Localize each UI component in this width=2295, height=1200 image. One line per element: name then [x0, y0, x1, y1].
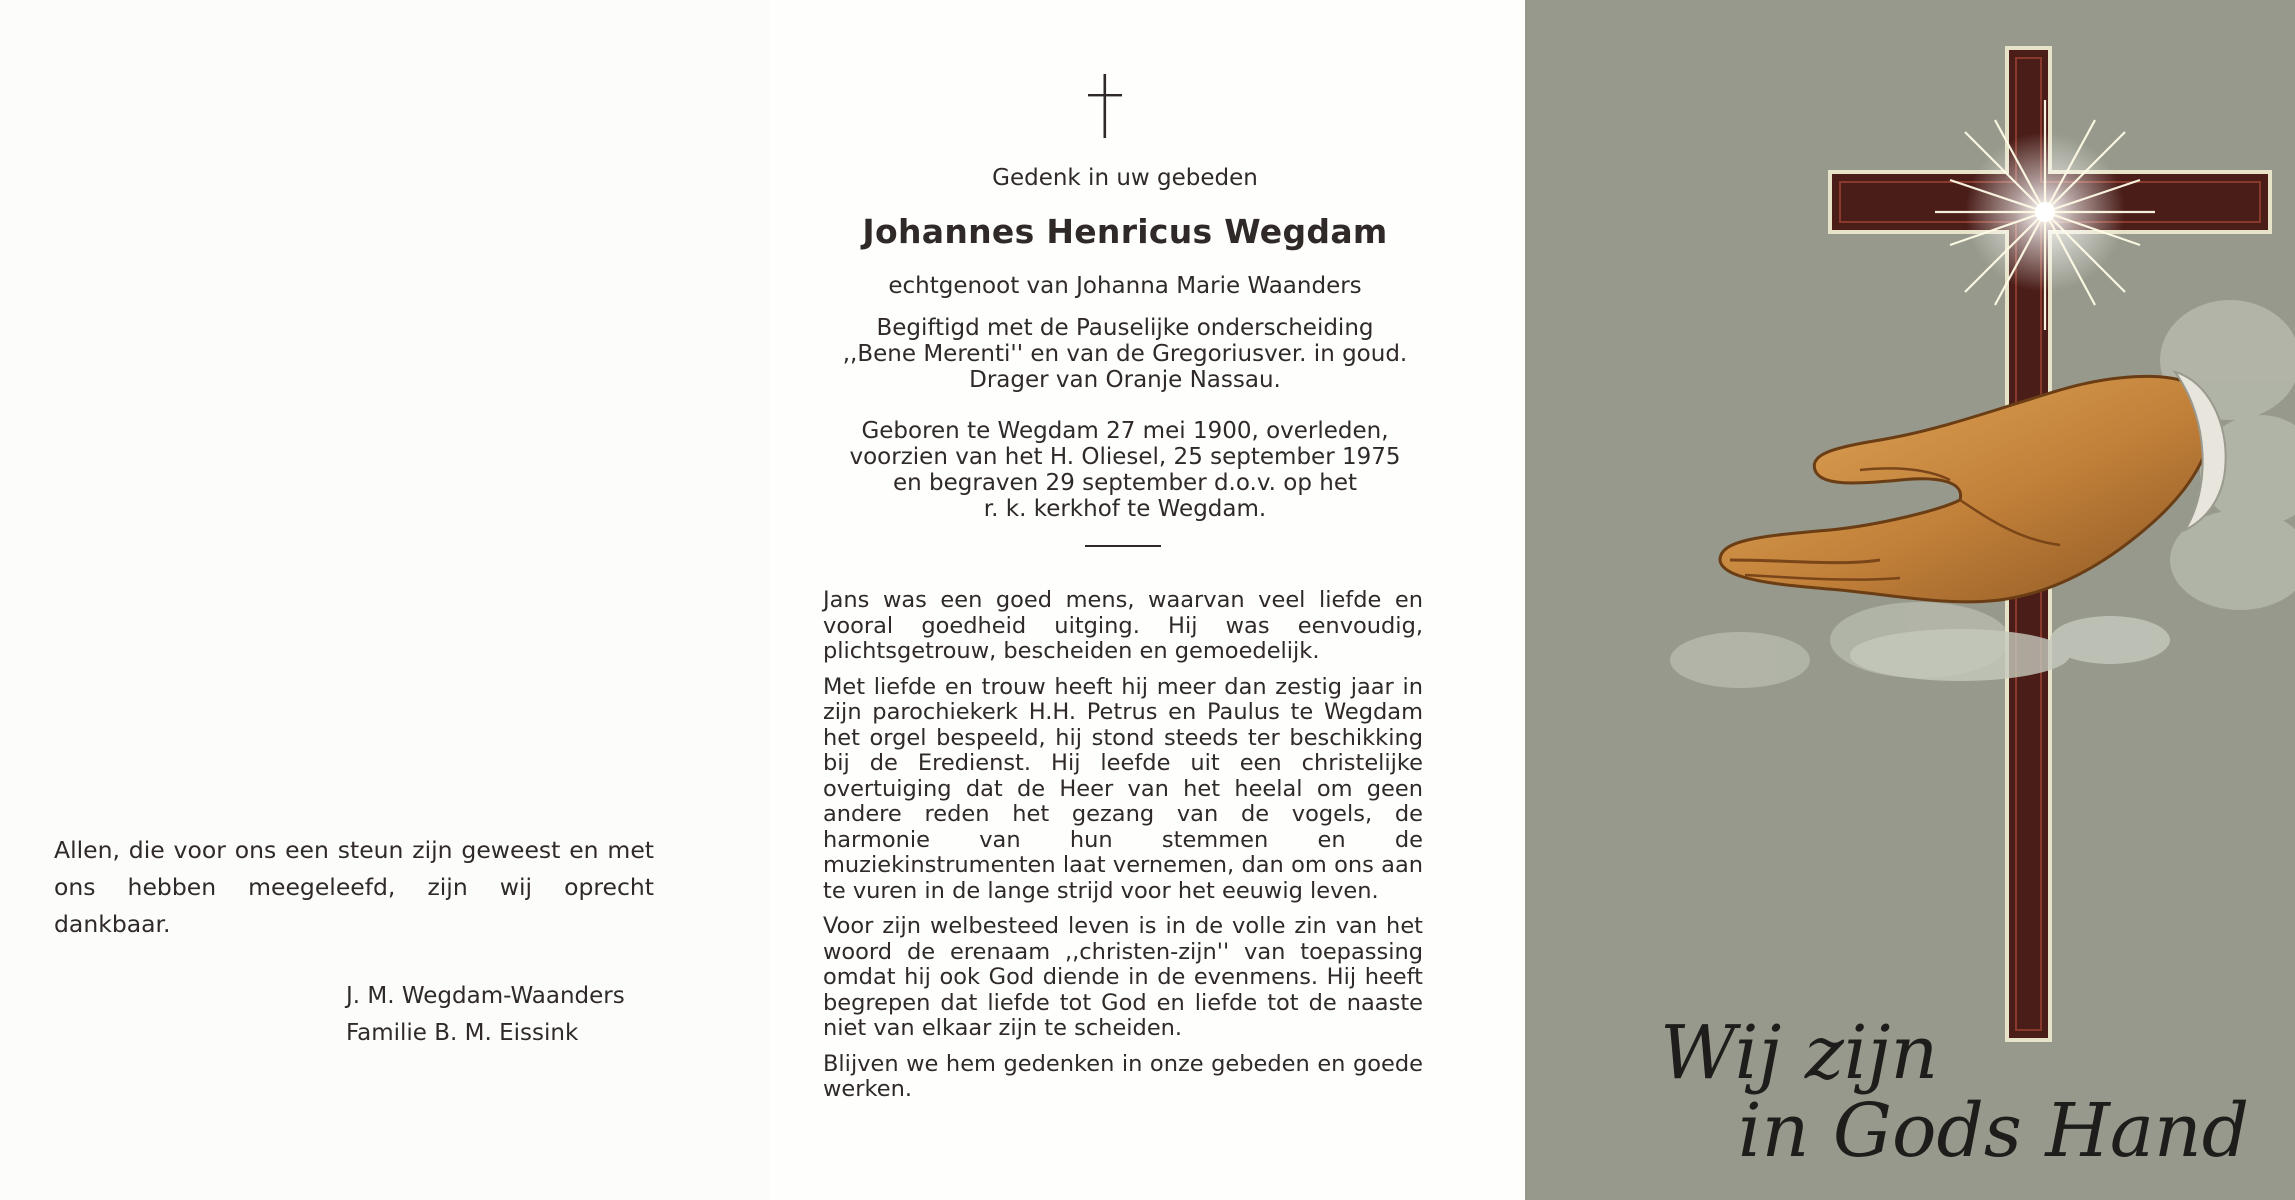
birth-death-line: voorzien van het H. Oliesel, 25 september 1975	[849, 444, 1401, 470]
bio-paragraph: Jans was een goed mens, waarvan veel liefde en vooral goedheid uitging. Hij was eenvoudig, plichtsgetrouw, bescheiden en gemoedelijk.	[823, 587, 1423, 664]
bio-paragraph: Met liefde en trouw heeft hij meer dan zestig jaar in zijn parochiekerk H.H. Petrus en Paulus te Wegdam het orgel bespeeld, hij stond steeds ter beschikking bij de Eredienst. Hij leefde uit een christelijke overtuiging dat de Heer van het heelal om geen andere reden het gezang van de vogels, de harmonie van hun stemmen en de muziekinstrumenten laat vernemen, dan om ons aan te vuren in de lange strijd voor het eeuwig leven.	[823, 673, 1423, 904]
light-burst	[1935, 100, 2155, 330]
spouse-line: echtgenoot van Johanna Marie Waanders	[888, 273, 1362, 299]
birth-death-line: r. k. kerkhof te Wegdam.	[983, 496, 1267, 522]
bio-paragraph: Blijven we hem gedenken in onze gebeden en goede werken.	[823, 1050, 1423, 1102]
honors-line: ,,Bene Merenti'' en van de Gregoriusver. in goud.	[842, 341, 1408, 367]
script-text-line-2: in Gods Hand	[1738, 1088, 2250, 1174]
signature-family: Familie B. M. Eissink	[346, 1020, 579, 1046]
deceased-name: Johannes Henricus Wegdam	[862, 212, 1388, 251]
script-text-line-1: Wij zijn	[1660, 1010, 1939, 1096]
thanks-text: Allen, die voor ons een steun zijn geweest en met ons hebben meegeleefd, zijn wij oprecht dankbaar.	[54, 836, 654, 938]
bio-paragraph: Voor zijn welbesteed leven is in de volle zin van het woord de erenaam ,,christen-zijn'' van toepassing omdat hij ook God diende in de evenmens. Hij heeft begrepen dat liefde tot God en liefde tot de naaste niet van elkaar zijn te scheiden.	[823, 913, 1423, 1041]
birth-death-line: en begraven 29 september d.o.v. op het	[892, 470, 1358, 496]
signature-widow: J. M. Wegdam-Waanders	[346, 983, 625, 1009]
birth-death-line: Geboren te Wegdam 27 mei 1900, overleden,	[861, 418, 1389, 444]
honors-line: Begiftigd met de Pauselijke onderscheiding	[876, 315, 1374, 341]
hand-shape	[1720, 372, 2226, 602]
prayer-line: Gedenk in uw gebeden	[992, 165, 1258, 191]
honors-line: Drager van Oranje Nassau.	[969, 367, 1281, 393]
